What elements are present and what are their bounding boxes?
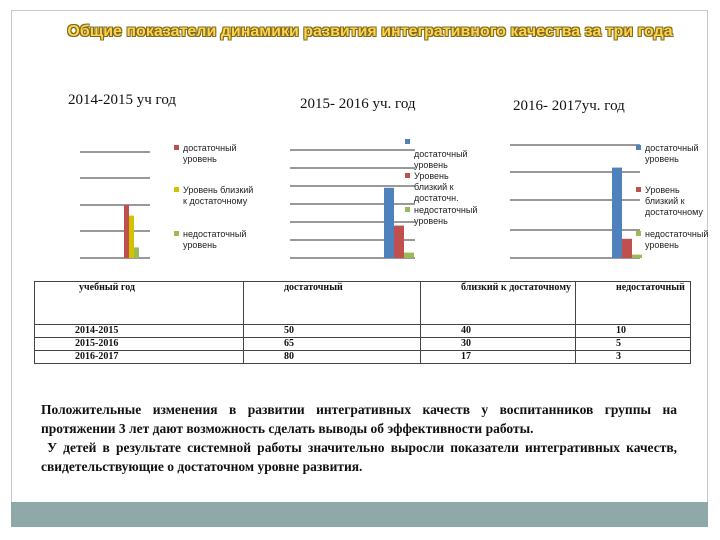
legend-label: недостаточный уровень	[183, 229, 247, 250]
chart-1-bar-3	[134, 247, 139, 258]
table-cell: 2016-2017	[35, 351, 244, 364]
table-header-year: учебный год	[35, 282, 244, 325]
chart-2-year-label: 2015- 2016 уч. год	[300, 96, 416, 112]
chart-2-bar-2	[394, 226, 404, 258]
legend-label: недостаточный уровень	[645, 229, 709, 250]
legend-swatch	[174, 231, 179, 236]
bottom-bar	[11, 502, 708, 527]
table-header-insufficient: недостаточный	[576, 282, 691, 325]
table-row	[35, 338, 691, 351]
chart-2-svg	[290, 148, 415, 260]
table-cell: 17	[421, 351, 576, 364]
chart-3-year-label: 2016- 2017уч. год	[513, 98, 625, 114]
legend-swatch	[636, 145, 641, 150]
legend-swatch	[405, 139, 410, 144]
table-cell: 65	[244, 338, 421, 351]
table-row	[35, 325, 691, 338]
chart-1-bar-2	[129, 216, 134, 258]
legend-swatch	[405, 207, 410, 212]
legend-swatch	[636, 187, 641, 192]
chart-2-bar-1	[384, 188, 394, 258]
table-header-sufficient: достаточный	[244, 282, 421, 325]
chart-3-bar-3	[632, 255, 642, 258]
legend-label: достаточный уровень	[645, 143, 699, 164]
legend-swatch	[174, 187, 179, 192]
table-header-near	[421, 282, 576, 325]
chart-2-bar-3	[404, 253, 414, 258]
table-cell: 30	[421, 338, 576, 351]
legend-label: Уровень близкий к достаточн.	[414, 171, 459, 203]
summary-paragraph-1: Положительные изменения в развитии интегративных качеств у воспитанников группы на протяжении 3 лет дают возможность сделать выводы об эффективности работы.	[41, 402, 677, 436]
chart-1-svg	[80, 150, 175, 260]
chart-3-svg	[510, 142, 640, 262]
table-header-near-label: близкий к достаточному	[461, 282, 572, 293]
legend-swatch	[405, 173, 410, 178]
legend-label: Уровень близкий к достаточному	[645, 185, 703, 217]
chart-1	[80, 150, 175, 260]
chart-3-bar-2	[622, 239, 632, 258]
table-cell: 10	[576, 325, 691, 338]
chart-3	[510, 142, 640, 262]
chart-1-bar-1	[124, 205, 129, 258]
legend-swatch	[636, 231, 641, 236]
legend-label: достаточный уровень	[414, 149, 468, 170]
table-cell: 50	[244, 325, 421, 338]
table-cell: 5	[576, 338, 691, 351]
summary-text	[41, 400, 681, 476]
table-header-row	[35, 282, 691, 325]
table-row	[35, 351, 691, 364]
table-cell: 2015-2016	[35, 338, 244, 351]
slide-title: Общие показатели динамики развития интегративного качества за три года	[67, 23, 673, 40]
legend-label: Уровень близкий к достаточному	[183, 185, 254, 206]
table-cell: 2014-2015	[35, 325, 244, 338]
legend-label: недостаточный уровень	[414, 205, 478, 226]
table-cell: 3	[576, 351, 691, 364]
summary-paragraph-2: У детей в результате системной работы значительно выросли показатели интегративных качеств, свидетельствующие о достаточном уровне развития.	[41, 440, 681, 474]
chart-3-bar-1	[612, 168, 622, 258]
stats-table	[34, 281, 691, 364]
chart-2	[290, 148, 415, 260]
table-cell: 40	[421, 325, 576, 338]
chart-1-year-label: 2014-2015 уч год	[68, 92, 177, 108]
legend-swatch	[174, 145, 179, 150]
legend-label: достаточный уровень	[183, 143, 237, 164]
table-cell: 80	[244, 351, 421, 364]
